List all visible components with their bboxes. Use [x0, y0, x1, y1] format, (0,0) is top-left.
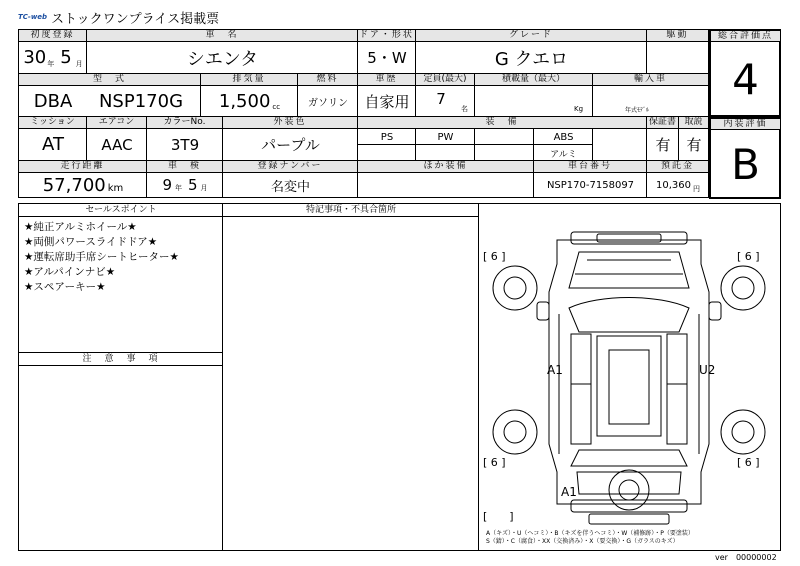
wheel-front-left — [493, 266, 537, 310]
capacity-unit: 名 — [461, 105, 468, 113]
inspection-month: 5 — [188, 176, 198, 194]
version-label: ver 00000002 — [715, 553, 777, 562]
page-title: ストックワンプライス掲載票 — [51, 11, 220, 27]
first-reg-year-unit: 年 — [47, 60, 55, 68]
warranty-value: 有 — [655, 136, 671, 154]
label-color-no: カラーNo. — [147, 117, 223, 129]
damage-mark-left: A1 — [547, 363, 563, 377]
label-inspection: 車 検 — [147, 161, 223, 173]
first-reg-year: 30 — [23, 47, 47, 68]
tire-fl-label: [ 6 ] — [483, 250, 506, 263]
first-reg-month: 5 — [60, 47, 72, 68]
mileage-unit: km — [107, 183, 124, 194]
drive-value — [647, 42, 709, 73]
price-unit: 円 — [693, 185, 700, 193]
wheel-front-right — [721, 266, 765, 310]
inspection-value — [147, 173, 223, 197]
inspection-year: 9 — [162, 176, 172, 194]
damage-mark-bottom: A1 — [561, 485, 577, 499]
bracket-note: [ ] — [483, 510, 514, 523]
label-type: 型 式 — [19, 74, 201, 86]
label-vehicle-type: 車歴 — [358, 74, 416, 86]
label-displacement: 排気量 — [201, 74, 298, 86]
damage-legend — [486, 530, 694, 546]
inspection-month-unit: 月 — [200, 184, 208, 192]
label-overall: 総合評価点 — [711, 31, 780, 42]
label-vin: 車台番号 — [534, 161, 647, 173]
label-interior: 内装評価 — [711, 119, 780, 130]
manual-value: 有 — [686, 136, 702, 154]
door-shape-value: 5・W — [367, 49, 407, 67]
wheel-rear-right — [721, 410, 765, 454]
grade-value: G クエロ — [494, 48, 569, 70]
interior-score-value: B — [731, 139, 760, 189]
tire-rl-label: [ 6 ] — [483, 456, 506, 469]
overall-score-value: 4 — [732, 55, 759, 104]
sales-point: ★純正アルミホイール★ — [24, 221, 137, 233]
notes-label: 注 意 事 項 — [82, 354, 160, 364]
label-capacity: 定員(最大) — [416, 74, 475, 86]
sales-point: ★運転席助手席シートヒーター★ — [24, 251, 179, 263]
legend-line-1: A（キズ）・U（ヘコミ）・B（キズを伴うヘコミ）・W（補修跡）・P（要塗装） — [486, 530, 694, 537]
equip-aw: アルミ — [550, 149, 577, 160]
exterior-color-value: パープル — [261, 136, 320, 154]
load-value — [475, 86, 575, 116]
label-door-shape: ドア・形状 — [358, 30, 416, 42]
tire-rr-label: [ 6 ] — [737, 456, 760, 469]
wheel-rear-left — [493, 410, 537, 454]
plate-value: 名変中 — [270, 179, 310, 195]
damage-mark-right: U2 — [699, 363, 716, 377]
aircon-value: AAC — [101, 135, 133, 154]
label-import: 輸入車 — [593, 74, 709, 86]
inspection-year-unit: 年 — [175, 184, 182, 192]
label-aircon: エアコン — [87, 117, 147, 129]
label-fuel: 燃料 — [298, 74, 358, 86]
label-equipment: 装 備 — [358, 117, 647, 129]
label-plate: 登録ナンバー — [223, 161, 358, 173]
label-first-reg: 初度登録 — [19, 30, 87, 42]
equip-ps: PS — [380, 131, 394, 143]
car-body-outline — [549, 240, 709, 504]
label-other-equip: ほか装備 — [358, 161, 534, 173]
label-warranty: 保証書 — [647, 117, 679, 129]
equip-pw: PW — [437, 131, 454, 143]
vin-value: NSP170-7158097 — [546, 179, 635, 191]
tire-fr-label: [ 6 ] — [737, 250, 760, 263]
first-reg-month-unit: 月 — [75, 60, 83, 68]
rear-window — [571, 450, 687, 466]
model-name-value: シエンタ — [186, 48, 259, 70]
label-model-name: 車 名 — [87, 30, 358, 42]
equip-abs: ABS — [553, 131, 574, 143]
sales-point: ★両側パワースライドドア★ — [24, 236, 158, 248]
color-no-value: 3T9 — [170, 135, 200, 154]
label-exterior-color: 外装色 — [223, 117, 358, 129]
label-drive: 駆動 — [647, 30, 709, 42]
displacement-value — [201, 86, 298, 116]
tc-web-logo: TC-web — [18, 13, 48, 21]
label-grade: グレード — [416, 30, 647, 42]
other-equip-value — [358, 173, 534, 197]
sales-points-label: セールスポイント — [85, 205, 157, 215]
load-unit: Kg — [574, 105, 584, 113]
label-price: 預託金 — [647, 161, 709, 173]
sales-point: ★アルパインナビ★ — [24, 266, 116, 278]
special-notes-label: 特記事項・不具合箇所 — [305, 205, 396, 215]
vehicle-type-value: 自家用 — [364, 92, 410, 111]
windshield — [569, 298, 689, 333]
left-mirror — [537, 302, 549, 320]
legend-line-2: S（錆）・C（腐食）・XX（交換済み）・X（要交換）・G（ガラスのキズ） — [486, 538, 679, 545]
label-mileage: 走行距離 — [19, 161, 147, 173]
label-mission: ミッション — [19, 117, 87, 129]
mileage-number: 57,700 — [42, 174, 106, 196]
import-sub: 年式ﾓﾃﾞﾙ — [625, 107, 650, 114]
right-mirror — [709, 302, 721, 320]
mission-value: AT — [42, 134, 64, 155]
price-number: 10,360 — [656, 179, 691, 191]
displacement-unit: cc — [272, 103, 281, 111]
price-value — [647, 173, 709, 197]
sales-points-list — [24, 220, 179, 295]
capacity-value: 7 — [436, 90, 446, 108]
label-manual: 取説 — [679, 117, 709, 129]
sales-point: ★スペアーキー★ — [24, 281, 106, 293]
displacement-number: 1,500 — [218, 90, 271, 112]
type-prefix-value: DBA — [33, 90, 73, 112]
fuel-value: ガソリン — [308, 97, 348, 109]
mileage-value — [19, 173, 147, 197]
roof — [597, 336, 661, 436]
label-load: 積載量（最大） — [475, 74, 593, 86]
type-value: NSP170G — [98, 90, 184, 112]
car-damage-diagram — [479, 204, 780, 550]
first-reg-value — [19, 42, 87, 73]
